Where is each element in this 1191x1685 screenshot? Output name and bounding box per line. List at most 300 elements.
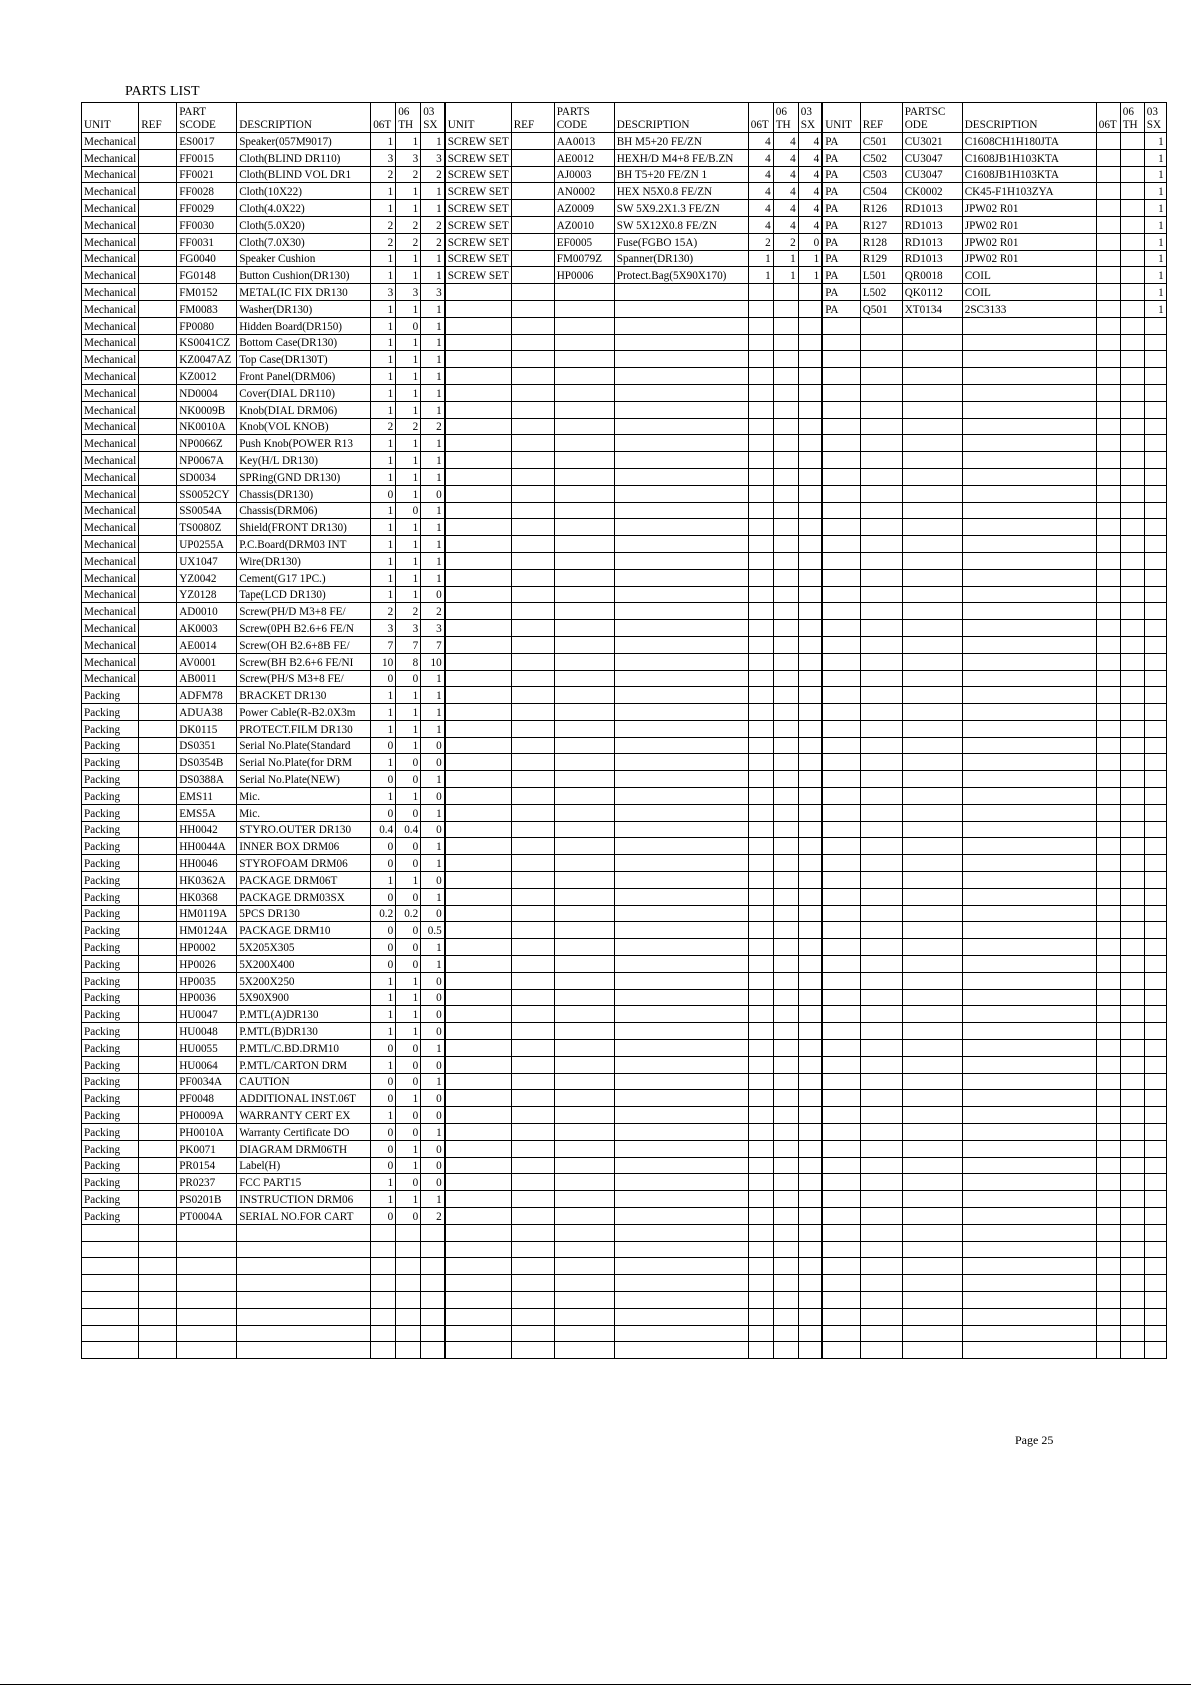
cell-qty-06th [773,1157,798,1174]
empty-cell [773,1342,798,1359]
cell-qty-06t [1096,653,1120,670]
cell-qty-03sx [798,1107,822,1124]
cell-unit [445,687,512,704]
cell-qty-06th [1120,922,1144,939]
cell-part-code [902,536,962,553]
cell-qty-06th [1120,418,1144,435]
empty-cell [237,1241,371,1258]
cell-part-code [554,300,614,317]
empty-cell [396,1308,421,1325]
cell-qty-06th [1120,972,1144,989]
cell-qty-06t [1096,1056,1120,1073]
cell-qty-06t [1096,401,1120,418]
cell-qty-06t: 4 [748,133,773,150]
cell-ref [860,620,902,637]
cell-qty-03sx: 1 [421,435,445,452]
cell-part-code: SS0054A [177,502,237,519]
cell-part-code: YZ0042 [177,569,237,586]
table-row [82,519,1167,536]
cell-part-code [554,569,614,586]
cell-qty-06th: 0 [396,1174,421,1191]
cell-description [614,1124,748,1141]
cell-unit: PA [822,250,860,267]
cell-description [962,653,1096,670]
empty-cell [1096,1325,1120,1342]
cell-qty-06t [748,384,773,401]
cell-ref [860,1107,902,1124]
cell-qty-06t: 2 [371,603,396,620]
cell-qty-06t [1096,1191,1120,1208]
cell-description: P.MTL/CARTON DRM [237,1056,371,1073]
cell-unit: Mechanical [82,166,139,183]
cell-description [962,670,1096,687]
table-row [82,200,1167,217]
cell-description [614,636,748,653]
cell-description: PACKAGE DRM10 [237,922,371,939]
table-row [82,989,1167,1006]
cell-description [614,452,748,469]
cell-unit [445,300,512,317]
empty-cell [554,1342,614,1359]
empty-cell [445,1258,512,1275]
cell-qty-06t [1096,569,1120,586]
cell-part-code [902,317,962,334]
cell-qty-06th: 0 [396,317,421,334]
table-row [82,317,1167,334]
cell-description [614,704,748,721]
cell-qty-06t: 1 [748,267,773,284]
empty-cell [1096,1308,1120,1325]
empty-cell [139,1325,177,1342]
cell-qty-03sx [798,536,822,553]
cell-unit [445,838,512,855]
cell-unit: PA [822,300,860,317]
cell-description [614,401,748,418]
cell-qty-06t: 0 [371,1124,396,1141]
empty-cell [1144,1275,1166,1292]
empty-cell [237,1342,371,1359]
empty-cell [396,1224,421,1241]
cell-description [614,334,748,351]
cell-description [962,1174,1096,1191]
cell-unit [822,334,860,351]
cell-unit [822,351,860,368]
cell-unit [445,1208,512,1225]
cell-description: 5X200X400 [237,956,371,973]
cell-qty-06th [773,384,798,401]
cell-ref [139,1157,177,1174]
cell-part-code: EF0005 [554,233,614,250]
cell-qty-06t [1096,788,1120,805]
cell-qty-06t [748,586,773,603]
cell-part-code [554,956,614,973]
cell-qty-06t [1096,133,1120,150]
header-line: PARTS [556,106,590,118]
empty-cell [748,1224,773,1241]
empty-cell [421,1224,445,1241]
cell-qty-06th [1120,351,1144,368]
cell-part-code: HP0026 [177,956,237,973]
table-row [82,872,1167,889]
cell-ref [139,653,177,670]
cell-description [962,821,1096,838]
cell-description [962,1191,1096,1208]
column-header-ref [860,103,902,133]
cell-qty-03sx [1144,922,1166,939]
table-row [82,737,1167,754]
table-row [82,1191,1167,1208]
cell-description [614,1157,748,1174]
cell-description: Fuse(FGBO 15A) [614,233,748,250]
cell-qty-06th [1120,284,1144,301]
cell-qty-03sx [798,888,822,905]
cell-qty-06t: 1 [371,989,396,1006]
cell-description [614,1073,748,1090]
cell-qty-06th [1120,384,1144,401]
cell-description: BRACKET DR130 [237,687,371,704]
cell-ref [511,905,554,922]
cell-part-code: RD1013 [902,233,962,250]
cell-description [614,620,748,637]
cell-qty-06th [773,1023,798,1040]
cell-description [614,956,748,973]
header-line: PARTSC [904,106,946,118]
cell-unit [822,1023,860,1040]
cell-part-code [554,804,614,821]
cell-description: Cover(DIAL DR110) [237,384,371,401]
table-row [82,1124,1167,1141]
header-line: 06T [373,119,392,131]
cell-description: C1608CH1H180JTA [962,133,1096,150]
empty-cell [860,1342,902,1359]
cell-description: Cloth(BLIND VOL DR1 [237,166,371,183]
cell-description: Chassis(DRM06) [237,502,371,519]
empty-cell [139,1275,177,1292]
cell-description [962,317,1096,334]
cell-qty-06t [748,838,773,855]
cell-qty-06t [1096,821,1120,838]
cell-qty-06t [1096,519,1120,536]
table-row [82,838,1167,855]
cell-unit: Packing [82,956,139,973]
cell-unit [445,771,512,788]
cell-ref [139,1107,177,1124]
cell-qty-06t [748,888,773,905]
cell-qty-06t [748,351,773,368]
cell-qty-06th [773,754,798,771]
cell-description [962,569,1096,586]
cell-qty-06t [1096,586,1120,603]
cell-ref [139,586,177,603]
header-line: 03 [1146,106,1158,118]
cell-part-code [554,401,614,418]
cell-unit: PA [822,233,860,250]
cell-qty-06th: 1 [396,250,421,267]
cell-ref [511,468,554,485]
empty-cell [860,1291,902,1308]
table-row [82,1090,1167,1107]
cell-qty-06th [773,1107,798,1124]
cell-qty-06th: 1 [773,267,798,284]
cell-unit [445,485,512,502]
cell-qty-06th: 3 [396,284,421,301]
cell-unit: SCREW SET [445,250,512,267]
cell-qty-03sx: 1 [421,384,445,401]
cell-unit: Mechanical [82,620,139,637]
cell-qty-03sx: 1 [421,267,445,284]
cell-qty-06th: 0 [396,888,421,905]
cell-unit: Mechanical [82,284,139,301]
cell-ref [860,670,902,687]
cell-unit [445,603,512,620]
cell-ref [511,200,554,217]
cell-ref [860,1006,902,1023]
cell-qty-06th [773,704,798,721]
empty-cell [902,1291,962,1308]
cell-description [614,989,748,1006]
cell-qty-06t [1096,1040,1120,1057]
cell-qty-06th [773,536,798,553]
cell-qty-06th: 1 [396,536,421,553]
cell-description [614,1140,748,1157]
cell-unit [822,972,860,989]
cell-unit: Mechanical [82,133,139,150]
cell-part-code [554,1140,614,1157]
cell-ref [139,1124,177,1141]
cell-qty-03sx: 1 [421,569,445,586]
empty-cell [822,1258,860,1275]
cell-qty-06th [1120,872,1144,889]
table-row [82,485,1167,502]
cell-qty-03sx: 0 [421,586,445,603]
cell-qty-06t: 3 [371,149,396,166]
cell-part-code: HH0044A [177,838,237,855]
cell-qty-06th [773,519,798,536]
cell-ref [511,1056,554,1073]
cell-ref [860,351,902,368]
cell-part-code [902,485,962,502]
cell-description [614,888,748,905]
cell-qty-03sx [1144,1107,1166,1124]
cell-qty-03sx [798,452,822,469]
cell-ref [860,720,902,737]
empty-cell [773,1224,798,1241]
cell-qty-06th [773,1040,798,1057]
cell-description: Cement(G17 1PC.) [237,569,371,586]
cell-qty-03sx [798,401,822,418]
cell-qty-06t [748,636,773,653]
cell-ref [511,1124,554,1141]
cell-ref [139,435,177,452]
cell-qty-03sx: 1 [421,720,445,737]
cell-qty-06th [1120,804,1144,821]
cell-description: HEX N5X0.8 FE/ZN [614,183,748,200]
cell-qty-03sx: 0.5 [421,922,445,939]
cell-part-code: EMS5A [177,804,237,821]
cell-qty-06t [1096,233,1120,250]
cell-description [962,1107,1096,1124]
cell-unit: Mechanical [82,468,139,485]
cell-unit [445,401,512,418]
cell-description: Protect.Bag(5X90X170) [614,267,748,284]
cell-qty-03sx [798,855,822,872]
header-line: UNIT [84,119,111,131]
cell-unit [822,855,860,872]
cell-qty-03sx: 0 [421,1157,445,1174]
cell-qty-03sx [1144,670,1166,687]
cell-unit [445,1073,512,1090]
cell-qty-03sx [1144,771,1166,788]
cell-qty-06th: 0 [396,922,421,939]
header-line: UNIT [447,119,475,131]
cell-unit [445,1107,512,1124]
cell-qty-06t: 0 [371,1040,396,1057]
cell-qty-06th [1120,1157,1144,1174]
cell-ref [860,418,902,435]
table-row [82,133,1167,150]
empty-cell [748,1325,773,1342]
header-line: 03 [800,106,812,118]
cell-qty-03sx [1144,636,1166,653]
cell-part-code: PH0009A [177,1107,237,1124]
cell-ref [139,468,177,485]
column-header-part-code [554,103,614,133]
cell-unit [445,737,512,754]
cell-qty-06th: 3 [396,620,421,637]
cell-qty-06t: 3 [371,620,396,637]
cell-unit: Mechanical [82,636,139,653]
cell-ref [860,939,902,956]
cell-qty-06th [773,737,798,754]
table-row [82,351,1167,368]
cell-qty-03sx: 0 [421,788,445,805]
cell-ref [139,200,177,217]
cell-unit: Packing [82,905,139,922]
empty-cell [554,1241,614,1258]
cell-ref [511,804,554,821]
cell-qty-06th [773,1174,798,1191]
cell-ref [139,519,177,536]
header-line: REF [862,119,884,131]
cell-description: CAUTION [237,1073,371,1090]
cell-qty-06th: 0.2 [396,905,421,922]
cell-qty-03sx [1144,888,1166,905]
cell-qty-06th: 1 [396,468,421,485]
cell-unit: Packing [82,1140,139,1157]
cell-qty-06th: 2 [396,216,421,233]
cell-description [614,972,748,989]
cell-qty-06th: 0 [396,939,421,956]
cell-qty-06th [1120,1107,1144,1124]
cell-unit: Mechanical [82,452,139,469]
cell-ref [139,1073,177,1090]
cell-part-code: EMS11 [177,788,237,805]
cell-qty-06t [1096,1140,1120,1157]
cell-qty-03sx: 4 [798,216,822,233]
cell-part-code: FM0152 [177,284,237,301]
empty-cell [139,1241,177,1258]
cell-qty-06t [748,754,773,771]
table-row [82,1208,1167,1225]
cell-unit [822,1191,860,1208]
table-row [82,300,1167,317]
column-header-description [237,103,371,133]
cell-part-code: AJ0003 [554,166,614,183]
cell-part-code [554,922,614,939]
cell-part-code [902,720,962,737]
cell-description: STYROFOAM DRM06 [237,855,371,872]
cell-ref [511,569,554,586]
cell-unit [822,956,860,973]
cell-qty-06th [1120,200,1144,217]
cell-ref [511,485,554,502]
cell-part-code: UP0255A [177,536,237,553]
cell-qty-03sx [798,922,822,939]
cell-qty-06th [1120,771,1144,788]
cell-qty-06th [773,435,798,452]
cell-description [962,838,1096,855]
cell-qty-06th [773,888,798,905]
cell-qty-03sx: 1 [421,468,445,485]
empty-cell [511,1224,554,1241]
column-header-qty-06t [1096,103,1120,133]
cell-unit [445,989,512,1006]
cell-ref [860,804,902,821]
cell-ref [511,1107,554,1124]
cell-ref [139,636,177,653]
cell-qty-03sx: 1 [421,939,445,956]
empty-cell [554,1325,614,1342]
cell-unit: Mechanical [82,368,139,385]
cell-qty-03sx [1144,972,1166,989]
cell-unit: Packing [82,855,139,872]
cell-qty-06th: 0 [396,1040,421,1057]
cell-qty-06th [773,284,798,301]
cell-ref [139,1040,177,1057]
header-line: UNIT [825,119,852,131]
cell-unit: Mechanical [82,536,139,553]
cell-part-code: ES0017 [177,133,237,150]
cell-qty-03sx: 1 [421,804,445,821]
cell-qty-06t: 1 [371,1023,396,1040]
empty-cell [139,1291,177,1308]
cell-description [614,922,748,939]
cell-description [962,620,1096,637]
empty-cell [962,1325,1096,1342]
cell-qty-03sx [798,1208,822,1225]
cell-unit: Packing [82,754,139,771]
cell-unit [445,1056,512,1073]
cell-qty-06t: 1 [371,1006,396,1023]
cell-ref: R128 [860,233,902,250]
cell-qty-06t: 2 [748,233,773,250]
cell-unit [445,1157,512,1174]
cell-qty-06th: 1 [396,267,421,284]
cell-description: STYRO.OUTER DR130 [237,821,371,838]
empty-cell [614,1342,748,1359]
cell-ref [511,653,554,670]
table-row [82,384,1167,401]
cell-qty-06th [1120,636,1144,653]
empty-cell [748,1258,773,1275]
cell-qty-03sx: 4 [798,183,822,200]
cell-part-code: PT0004A [177,1208,237,1225]
cell-qty-03sx [798,502,822,519]
cell-unit [822,771,860,788]
cell-part-code: AB0011 [177,670,237,687]
empty-cell [748,1241,773,1258]
cell-qty-03sx: 1 [421,855,445,872]
